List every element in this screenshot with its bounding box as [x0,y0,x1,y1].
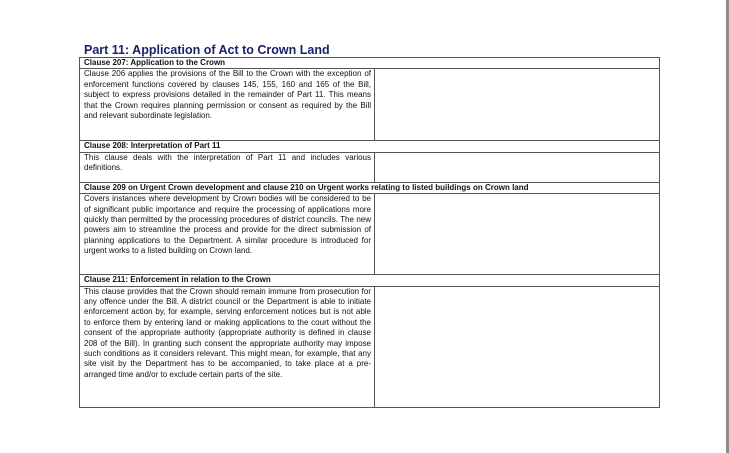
clause-heading: Clause 209 on Urgent Crown development and clause 210 on Urgent works relating to listed buildings on Crown land [80,182,660,193]
clause-description: Clause 206 applies the provisions of the Bill to the Crown with the exception of enforcement functions covered by clauses 145, 155, 160 and 165 of the Bill, subject to express provisions detailed in the remainder of Part 11. This means that the Crown requires planning permission or consent as required by the Bill and relevant subordinate legislation. [80,69,375,141]
clauses-table [79,57,660,408]
clause-notes-cell [375,194,660,275]
page-title: Part 11: Application of Act to Crown Land [84,43,330,57]
clause-heading-row [80,275,660,286]
clause-heading: Clause 207: Application to the Crown [80,58,660,69]
clause-notes-cell [375,286,660,407]
clause-heading-row [80,182,660,193]
clause-heading: Clause 208: Interpretation of Part 11 [80,141,660,152]
clause-description: This clause deals with the interpretation of Part 11 and includes various definitions. [80,152,375,182]
clause-description: Covers instances where development by Crown bodies will be considered to be of significant public importance and require the processing of applications more quickly than permitted by the processing procedures of district councils. The new powers aim to streamline the process and provide for the direct submission of planning applications to the Department. A similar procedure is introduced for urgent works to a listed building on Crown land. [80,194,375,275]
clause-heading: Clause 211: Enforcement in relation to the Crown [80,275,660,286]
clause-body-row [80,286,660,407]
clause-heading-row [80,58,660,69]
clause-description: This clause provides that the Crown should remain immune from prosecution for any offence under the Bill. A district council or the Department is able to initiate enforcement action by, for example, serving enforcement notices but is not able to enforce them by entering land or making applications to the court without the consent of the appropriate authority (appropriate authority is defined in clause 208 of the Bill). In granting such consent the appropriate authority may impose such conditions as it considers relevant. This might mean, for example, that any site visit by the Department has to be accompanied, to take place at a pre-arranged time and/or to exclude certain parts of the site. [80,286,375,407]
clause-body-row [80,194,660,275]
clause-notes-cell [375,152,660,182]
clause-notes-cell [375,69,660,141]
clause-body-row [80,69,660,141]
clause-body-row [80,152,660,182]
clause-heading-row [80,141,660,152]
